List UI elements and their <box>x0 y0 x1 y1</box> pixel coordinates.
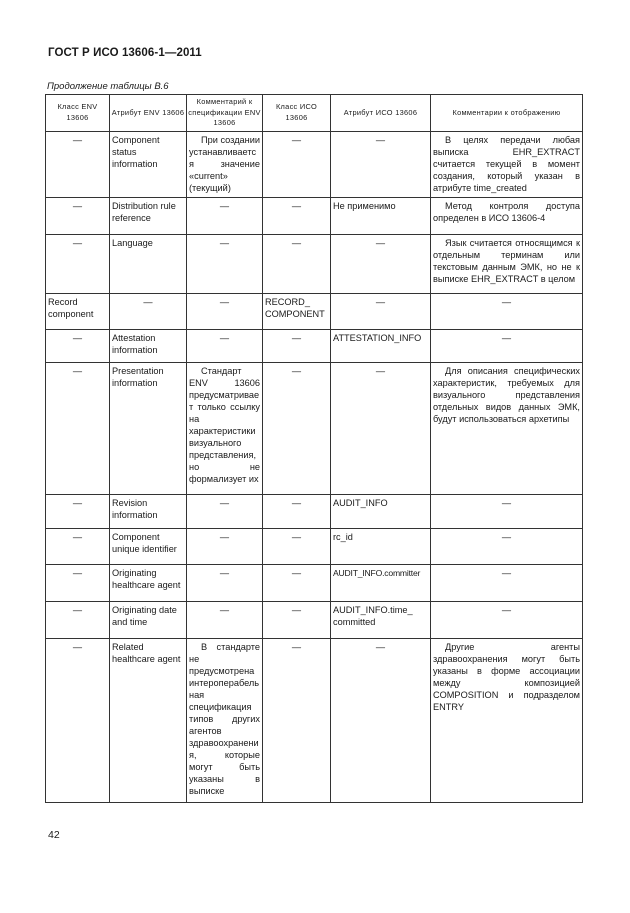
cell-iso-attribute: AUDIT_INFO.time_ committed <box>331 601 431 638</box>
table-row <box>46 564 583 601</box>
cell-env-class: — <box>46 362 110 494</box>
cell-env-attribute: — <box>110 293 187 329</box>
table-row <box>46 293 583 329</box>
cell-env-class: — <box>46 329 110 362</box>
cell-iso-class: — <box>263 362 331 494</box>
cell-iso-attribute: Не применимо <box>331 197 431 234</box>
cell-env-class: — <box>46 638 110 802</box>
cell-mapping-comment: Другие агенты здравоохранения могут быть указаны в форме ассоциации между композицией COMPOSITION и подразделом ENTRY <box>431 638 583 802</box>
header-mapping-comment: Комментарии к отображению <box>431 95 583 132</box>
cell-env-attribute: Attestation information <box>110 329 187 362</box>
cell-env-class: — <box>46 601 110 638</box>
cell-iso-class: — <box>263 638 331 802</box>
cell-env-class: Record component <box>46 293 110 329</box>
page-number: 42 <box>48 829 60 841</box>
cell-mapping-comment: — <box>431 293 583 329</box>
cell-iso-attribute: — <box>331 234 431 293</box>
table-row <box>46 131 583 197</box>
cell-mapping-comment: — <box>431 329 583 362</box>
cell-env-comment: — <box>187 293 263 329</box>
cell-mapping-comment: — <box>431 601 583 638</box>
cell-env-comment: — <box>187 528 263 564</box>
cell-env-comment: — <box>187 234 263 293</box>
table-row <box>46 329 583 362</box>
header-iso-class: Класс ИСО 13606 <box>263 95 331 132</box>
table-row <box>46 601 583 638</box>
cell-mapping-comment: — <box>431 564 583 601</box>
header-iso-attribute: Атрибут ИСО 13606 <box>331 95 431 132</box>
cell-env-attribute: Presentation information <box>110 362 187 494</box>
cell-iso-attribute: AUDIT_INFO <box>331 494 431 528</box>
cell-env-comment: Стандарт ENV 13606 предусматривает только ссылку на характеристики визуального представления, но не формализует их <box>187 362 263 494</box>
header-env-comment: Комментарий к спецификации ENV 13606 <box>187 95 263 132</box>
cell-env-class: — <box>46 494 110 528</box>
cell-env-comment: — <box>187 494 263 528</box>
cell-iso-attribute: ATTESTATION_INFO <box>331 329 431 362</box>
cell-iso-attribute: — <box>331 638 431 802</box>
cell-iso-class: — <box>263 494 331 528</box>
table-row <box>46 528 583 564</box>
cell-iso-class: — <box>263 601 331 638</box>
cell-iso-class: — <box>263 234 331 293</box>
cell-mapping-comment: В целях передачи любая выписка EHR_EXTRACT считается текущей в момент создания, который указан в атрибуте time_created <box>431 131 583 197</box>
cell-env-class: — <box>46 234 110 293</box>
table-row <box>46 638 583 802</box>
cell-iso-attribute: — <box>331 293 431 329</box>
table-caption: Продолжение таблицы В.6 <box>47 81 169 92</box>
cell-mapping-comment: — <box>431 494 583 528</box>
cell-env-class: — <box>46 564 110 601</box>
cell-mapping-comment: Для описания специфических характеристик, требуемых для визуального представления отдельных видов данных ЭМК, будут использоваться архетипы <box>431 362 583 494</box>
cell-env-comment: При создании устанавливается значение «current» (текущий) <box>187 131 263 197</box>
cell-env-attribute: Related healthcare agent <box>110 638 187 802</box>
mapping-table <box>45 94 583 803</box>
cell-iso-attribute: AUDIT_INFO.committer <box>331 564 431 601</box>
cell-iso-class: — <box>263 197 331 234</box>
cell-iso-attribute: — <box>331 131 431 197</box>
cell-env-class: — <box>46 197 110 234</box>
cell-env-attribute: Distribution rule reference <box>110 197 187 234</box>
cell-iso-class: — <box>263 131 331 197</box>
table-row <box>46 197 583 234</box>
cell-iso-class: RECORD_ COMPONENT <box>263 293 331 329</box>
cell-env-comment: — <box>187 564 263 601</box>
cell-mapping-comment: — <box>431 528 583 564</box>
cell-env-attribute: Originating date and time <box>110 601 187 638</box>
header-env-class: Класс ENV 13606 <box>46 95 110 132</box>
cell-env-attribute: Revision information <box>110 494 187 528</box>
cell-env-attribute: Language <box>110 234 187 293</box>
cell-env-comment: — <box>187 197 263 234</box>
cell-iso-attribute: — <box>331 362 431 494</box>
table-row <box>46 494 583 528</box>
cell-env-attribute: Component status information <box>110 131 187 197</box>
table-row <box>46 234 583 293</box>
cell-iso-class: — <box>263 564 331 601</box>
cell-env-class: — <box>46 131 110 197</box>
cell-env-comment: — <box>187 329 263 362</box>
document-title: ГОСТ Р ИСО 13606-1—2011 <box>48 47 202 59</box>
cell-env-attribute: Component unique identifier <box>110 528 187 564</box>
cell-mapping-comment: Язык считается относящимся к отдельным терминам или текстовым данным ЭМК, но не к выписке EHR_EXTRACT в целом <box>431 234 583 293</box>
cell-env-attribute: Originating healthcare agent <box>110 564 187 601</box>
cell-iso-class: — <box>263 329 331 362</box>
table-row <box>46 362 583 494</box>
header-env-attribute: Атрибут ENV 13606 <box>110 95 187 132</box>
cell-env-class: — <box>46 528 110 564</box>
cell-env-comment: В стандарте не предусмотрена интероперабельная спецификация типов других агентов здравоохранения, которые могут быть указаны в выписке <box>187 638 263 802</box>
table-header-row <box>46 95 583 132</box>
cell-iso-attribute: rc_id <box>331 528 431 564</box>
cell-mapping-comment: Метод контроля доступа определен в ИСО 13606-4 <box>431 197 583 234</box>
cell-env-comment: — <box>187 601 263 638</box>
cell-iso-class: — <box>263 528 331 564</box>
